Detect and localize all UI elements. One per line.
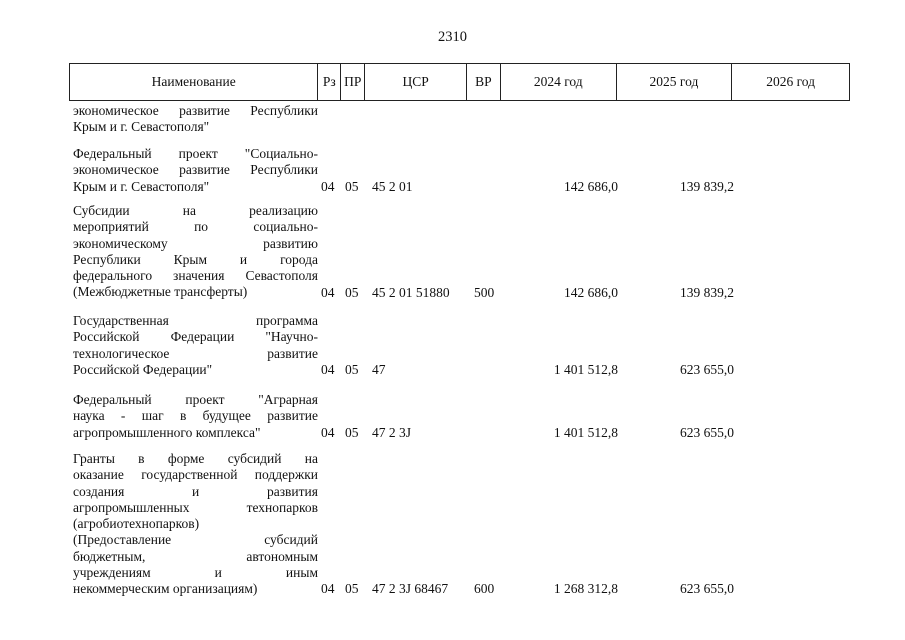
header-vr: ВР <box>467 64 501 100</box>
row-y2024: 1 268 312,8 <box>553 581 618 597</box>
row-rz: 04 <box>321 178 335 194</box>
row-rz: 04 <box>321 361 335 377</box>
row-pr: 05 <box>345 424 359 440</box>
row-name-line: Российской Федерации" <box>73 361 213 377</box>
row-name-line: технологическое развитие <box>73 345 318 361</box>
header-name: Наименование <box>70 64 318 100</box>
row-name-line: некоммерческим организациям) <box>73 581 258 597</box>
row-name <box>73 203 318 301</box>
row-rz: 04 <box>321 284 335 300</box>
row-pr: 05 <box>345 284 359 300</box>
header-2026: 2026 год <box>766 74 816 89</box>
header-rz: Рз <box>318 64 341 100</box>
header-csr: ЦСР <box>365 64 467 100</box>
row-name-line: агропромышленного комплекса" <box>73 424 261 440</box>
row-name <box>73 451 318 598</box>
row-name-line: экономическому развитию <box>73 235 318 251</box>
row-csr: 47 2 3J <box>372 424 412 440</box>
row-vr: 500 <box>474 284 495 300</box>
row-name-line: Российской Федерации "Научно- <box>73 329 318 345</box>
header-2024: 2024 год <box>501 64 617 100</box>
row-csr: 45 2 01 51880 <box>372 284 450 300</box>
row-y2025: 623 655,0 <box>680 581 734 597</box>
row-name-line: Республики Крым и города <box>73 251 318 267</box>
row-rz: 04 <box>321 424 335 440</box>
row-name-line: оказание государственной поддержки <box>73 467 318 483</box>
row-name-line: Крым и г. Севастополя" <box>73 119 210 135</box>
row-rz: 04 <box>321 581 335 597</box>
row-name <box>73 313 318 378</box>
row-name-line: Субсидии на реализацию <box>73 203 318 218</box>
row-name-line: бюджетным, автономным <box>73 548 318 564</box>
row-name-line: экономическое развитие Республики <box>73 103 318 118</box>
row-csr: 47 2 3J 68467 <box>372 581 449 597</box>
row-csr: 47 <box>372 361 386 377</box>
row-name-line: федерального значения Севастополя <box>73 268 318 284</box>
table-header <box>69 63 850 101</box>
row-y2025: 139 839,2 <box>680 284 734 300</box>
row-name-line: Государственная программа <box>73 313 318 328</box>
row-pr: 05 <box>345 361 359 377</box>
row-y2025: 623 655,0 <box>680 361 734 377</box>
row-name-line: Гранты в форме субсидий на <box>73 451 318 466</box>
row-y2024: 1 401 512,8 <box>553 424 618 440</box>
row-name-line: мероприятий по социально- <box>73 219 318 235</box>
row-csr: 45 2 01 <box>372 178 413 194</box>
row-name <box>73 103 318 136</box>
header-pr: ПР <box>341 64 365 100</box>
row-name-line: агропромышленных технопарков <box>73 499 318 515</box>
row-name-line: учреждениям и иным <box>73 565 318 581</box>
row-name-line: (Предоставление субсидий <box>73 532 318 548</box>
row-y2024: 142 686,0 <box>564 178 618 194</box>
row-name-line: наука - шаг в будущее развитие <box>73 408 318 424</box>
row-name-line: Федеральный проект "Аграрная <box>73 392 318 407</box>
row-y2024: 142 686,0 <box>564 284 618 300</box>
row-pr: 05 <box>345 581 359 597</box>
row-name <box>73 146 318 195</box>
row-y2024: 1 401 512,8 <box>553 361 618 377</box>
page-number: 2310 <box>438 29 467 45</box>
row-pr: 05 <box>345 178 359 194</box>
row-name <box>73 392 318 441</box>
row-name-line: (агробиотехнопарков) <box>73 516 200 532</box>
row-name-line: (Межбюджетные трансферты) <box>73 284 248 300</box>
row-y2025: 139 839,2 <box>680 178 734 194</box>
row-y2025: 623 655,0 <box>680 424 734 440</box>
header-2025: 2025 год <box>617 64 733 100</box>
row-name-line: Крым и г. Севастополя" <box>73 178 210 194</box>
row-name-line: создания и развития <box>73 483 318 499</box>
row-name-line: Федеральный проект "Социально- <box>73 146 318 161</box>
row-vr: 600 <box>474 581 495 597</box>
row-name-line: экономическое развитие Республики <box>73 162 318 178</box>
